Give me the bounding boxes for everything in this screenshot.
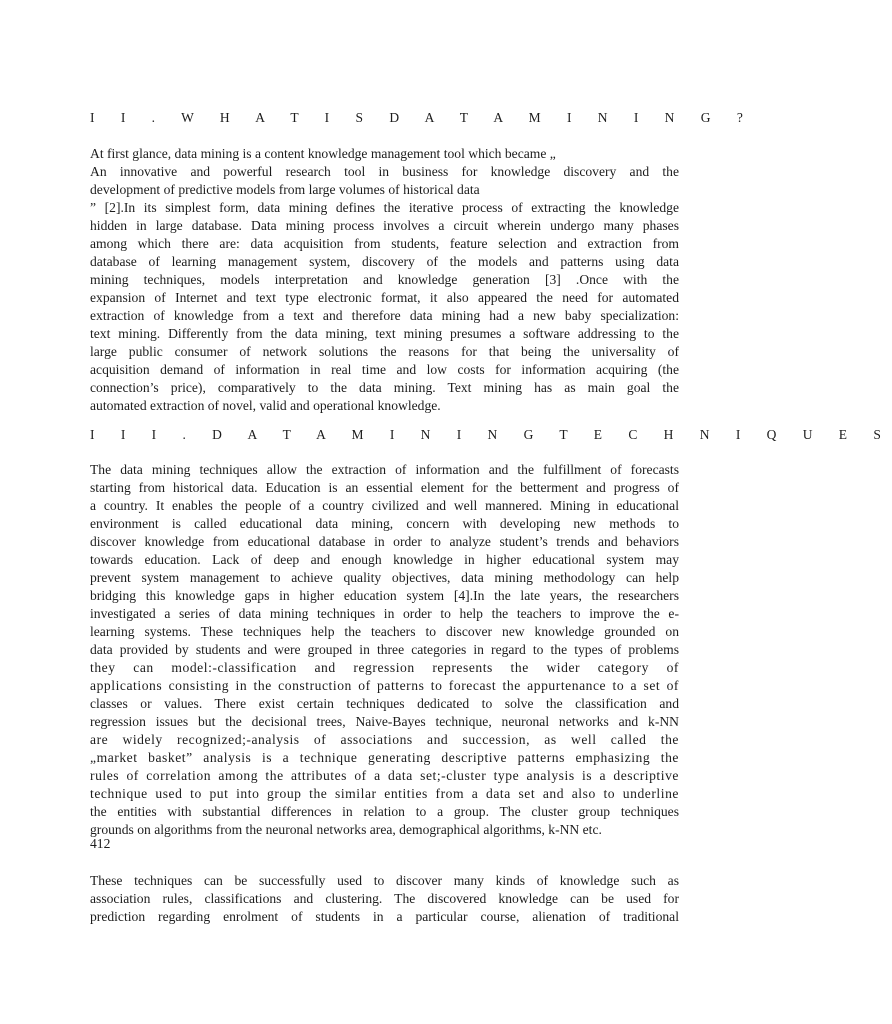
page-number: 412: [90, 836, 111, 851]
paragraph-line: bridging this knowledge gaps in higher education system [4].In the late years, the researchers: [90, 588, 679, 603]
paragraph-line: they can model:-classification and regression represents the wider category of: [90, 660, 679, 675]
paragraph-line: are widely recognized;-analysis of associations and succession, as well called the: [90, 732, 679, 747]
section-heading-data-mining-techniques: I I I . D A T A M I N I N G T E C H N I Q U E S: [90, 427, 892, 442]
paragraph-line: expansion of Internet and text type electronic format, it also appeared the need for automated: [90, 290, 679, 305]
paragraph-line: extraction of knowledge from a text and therefore data mining had a new baby specialization:: [90, 308, 679, 323]
paragraph-line: starting from historical data. Education is an essential element for the betterment and progress of: [90, 480, 679, 495]
paragraph-line: text mining. Differently from the data mining, text mining presumes a software addressing to the: [90, 326, 679, 341]
paragraph-line: development of predictive models from large volumes of historical data: [90, 182, 480, 197]
paragraph-line: automated extraction of novel, valid and operational knowledge.: [90, 398, 441, 413]
paragraph-line: „market basket” analysis is a technique generating descriptive patterns emphasizing the: [90, 750, 679, 765]
paragraph-line: ” [2].In its simplest form, data mining defines the iterative process of extracting the knowledge: [90, 200, 679, 215]
paragraph-line: rules of correlation among the attributes of a data set;-cluster type analysis is a descriptive: [90, 768, 679, 783]
paragraph-line: association rules, classifications and clustering. The discovered knowledge can be used for: [90, 891, 679, 906]
paragraph-line: among which there are: data acquisition from students, feature selection and extraction from: [90, 236, 679, 251]
paragraph-line: learning systems. These techniques help the teachers to discover new knowledge grounded on: [90, 624, 679, 639]
paragraph-line: hidden in large database. Data mining process involves a circuit wherein undergo many phases: [90, 218, 679, 233]
paragraph-line: grounds on algorithms from the neuronal networks area, demographical algorithms, k-NN etc.: [90, 822, 602, 837]
paragraph-line: An innovative and powerful research tool in business for knowledge discovery and the: [90, 164, 679, 179]
paragraph-line: discover knowledge from educational database in order to analyze student’s trends and behaviors: [90, 534, 679, 549]
section-heading-what-is-data-mining: I I . W H A T I S D A T A M I N I N G ?: [90, 110, 755, 125]
paragraph-line: database of learning management system, discovery of the models and patterns using data: [90, 254, 679, 269]
paragraph-line: technique used to put into group the similar entities from a data set and also to underline: [90, 786, 679, 801]
paragraph-line: a country. It enables the people of a country civilized and well mannered. Mining in educational: [90, 498, 679, 513]
paragraph-line: prediction regarding enrolment of students in a particular course, alienation of traditional: [90, 909, 679, 924]
paragraph-line: The data mining techniques allow the extraction of information and the fulfillment of forecasts: [90, 462, 679, 477]
paragraph-line: applications consisting in the construction of patterns to forecast the appurtenance to a set of: [90, 678, 679, 693]
paragraph-line: prevent system management to achieve quality objectives, data mining methodology can help: [90, 570, 679, 585]
paragraph-line: regression issues but the decisional trees, Naive-Bayes technique, neuronal networks and k-NN: [90, 714, 679, 729]
paragraph-line: connection’s price), comparatively to the data mining. Text mining has as main goal the: [90, 380, 679, 395]
paragraph-continuation: [90, 872, 679, 926]
paragraph-line: environment is called educational data mining, concern with developing new methods to: [90, 516, 679, 531]
paragraph-line: the entities with substantial differences in relation to a group. The cluster group techniques: [90, 804, 679, 819]
paragraph-line: At first glance, data mining is a content knowledge management tool which became „: [90, 146, 556, 161]
paragraph-line: large public consumer of network solutions the reasons for that being the universality of: [90, 344, 679, 359]
paragraph-data-mining-techniques: [90, 461, 679, 839]
paragraph-line: data provided by students and were grouped in three categories in regard to the types of problems: [90, 642, 679, 657]
paragraph-line: These techniques can be successfully used to discover many kinds of knowledge such as: [90, 873, 679, 888]
paragraph-what-is-data-mining: [90, 145, 679, 415]
paragraph-line: acquisition demand of information in real time and low costs for information acquiring (the: [90, 362, 679, 377]
paragraph-line: classes or values. There exist certain techniques dedicated to solve the classification and: [90, 696, 679, 711]
paragraph-line: investigated a series of data mining techniques in order to help the teachers to improve the e-: [90, 606, 679, 621]
paragraph-line: mining techniques, models interpretation and knowledge generation [3] .Once with the: [90, 272, 679, 287]
paragraph-line: towards education. Lack of deep and enough knowledge in higher educational system may: [90, 552, 679, 567]
